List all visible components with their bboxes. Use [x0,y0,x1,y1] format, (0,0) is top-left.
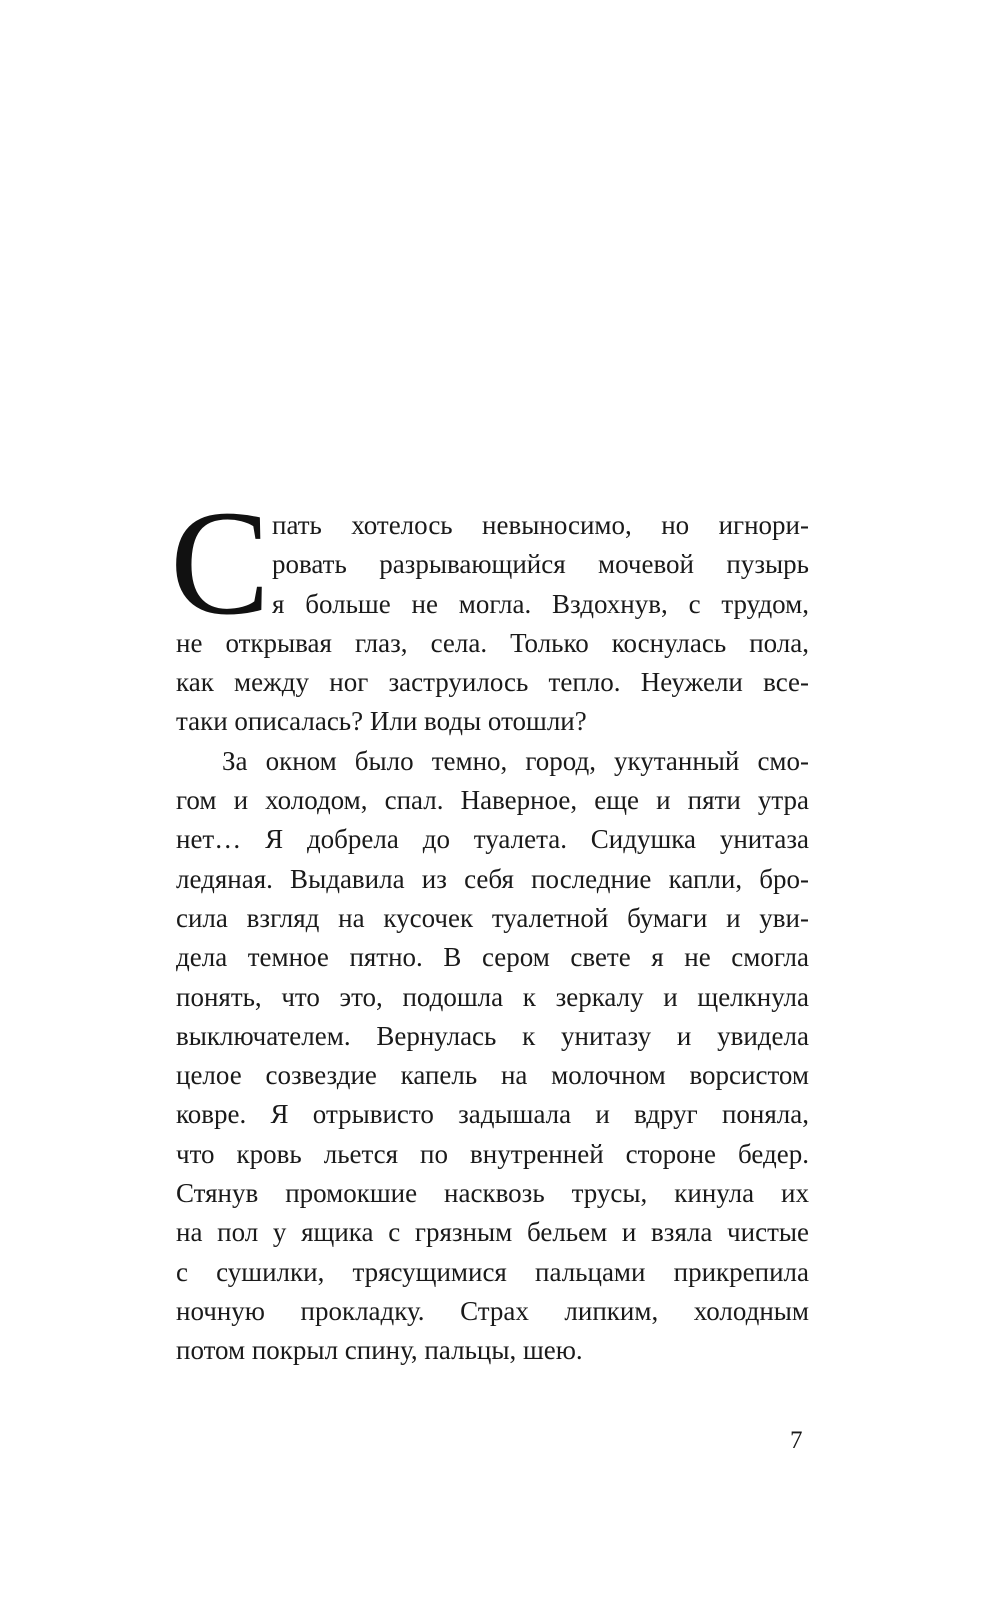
text-line: сила взгляд на кусочек туалетной бумаги и уви- [176,902,809,933]
body-text [170,480,809,1371]
text-line: таки описалась? Или воды отошли? [176,706,587,737]
text-line: За окном было темно, город, укутанный смо- [222,745,809,776]
text-line: ледяная. Выдавила из себя последние капли, бро- [176,863,809,894]
text-line: понять, что это, подошла к зеркалу и щелкнула [176,981,809,1012]
text-line: гом и холодом, спал. Наверное, еще и пяти утра [176,785,809,816]
text-line: дела темное пятно. В сером свете я не смогла [176,942,809,973]
text-line: целое созвездие капель на молочном ворсистом [176,1060,809,1091]
text-line: как между ног заструилось тепло. Неужели все- [176,667,809,698]
text-line: не открывая глаз, села. Только коснулась пола, [176,627,809,658]
text-line: на пол у ящика с грязным бельем и взяла чистые [176,1217,809,1248]
drop-cap: С [170,480,271,646]
paragraph-1 [170,480,809,742]
page-number: 7 [790,1427,803,1454]
text-line: ковре. Я отрывисто задышала и вдруг поняла, [176,1099,809,1130]
text-line: ночную прокладку. Страх липким, холодным [176,1295,809,1326]
text-line: потом покрыл спину, пальцы, шею. [176,1335,583,1366]
text-line: нет… Я добрела до туалета. Сидушка унитаза [176,824,809,855]
text-line: я больше не могла. Вздохнув, с трудом, [272,588,809,619]
text-line: Стянув промокшие насквозь трусы, кинула их [176,1178,809,1209]
text-line: пать хотелось невыносимо, но игнори- [272,510,809,540]
text-line: выключателем. Вернулась к унитазу и увидела [176,1020,809,1051]
paragraph-2 [176,742,809,1371]
text-line: ровать разрывающийся мочевой пузырь [272,549,809,580]
text-line: с сушилки, трясущимися пальцами прикрепила [176,1256,809,1287]
text-line: что кровь льется по внутренней стороне бедер. [176,1138,809,1169]
